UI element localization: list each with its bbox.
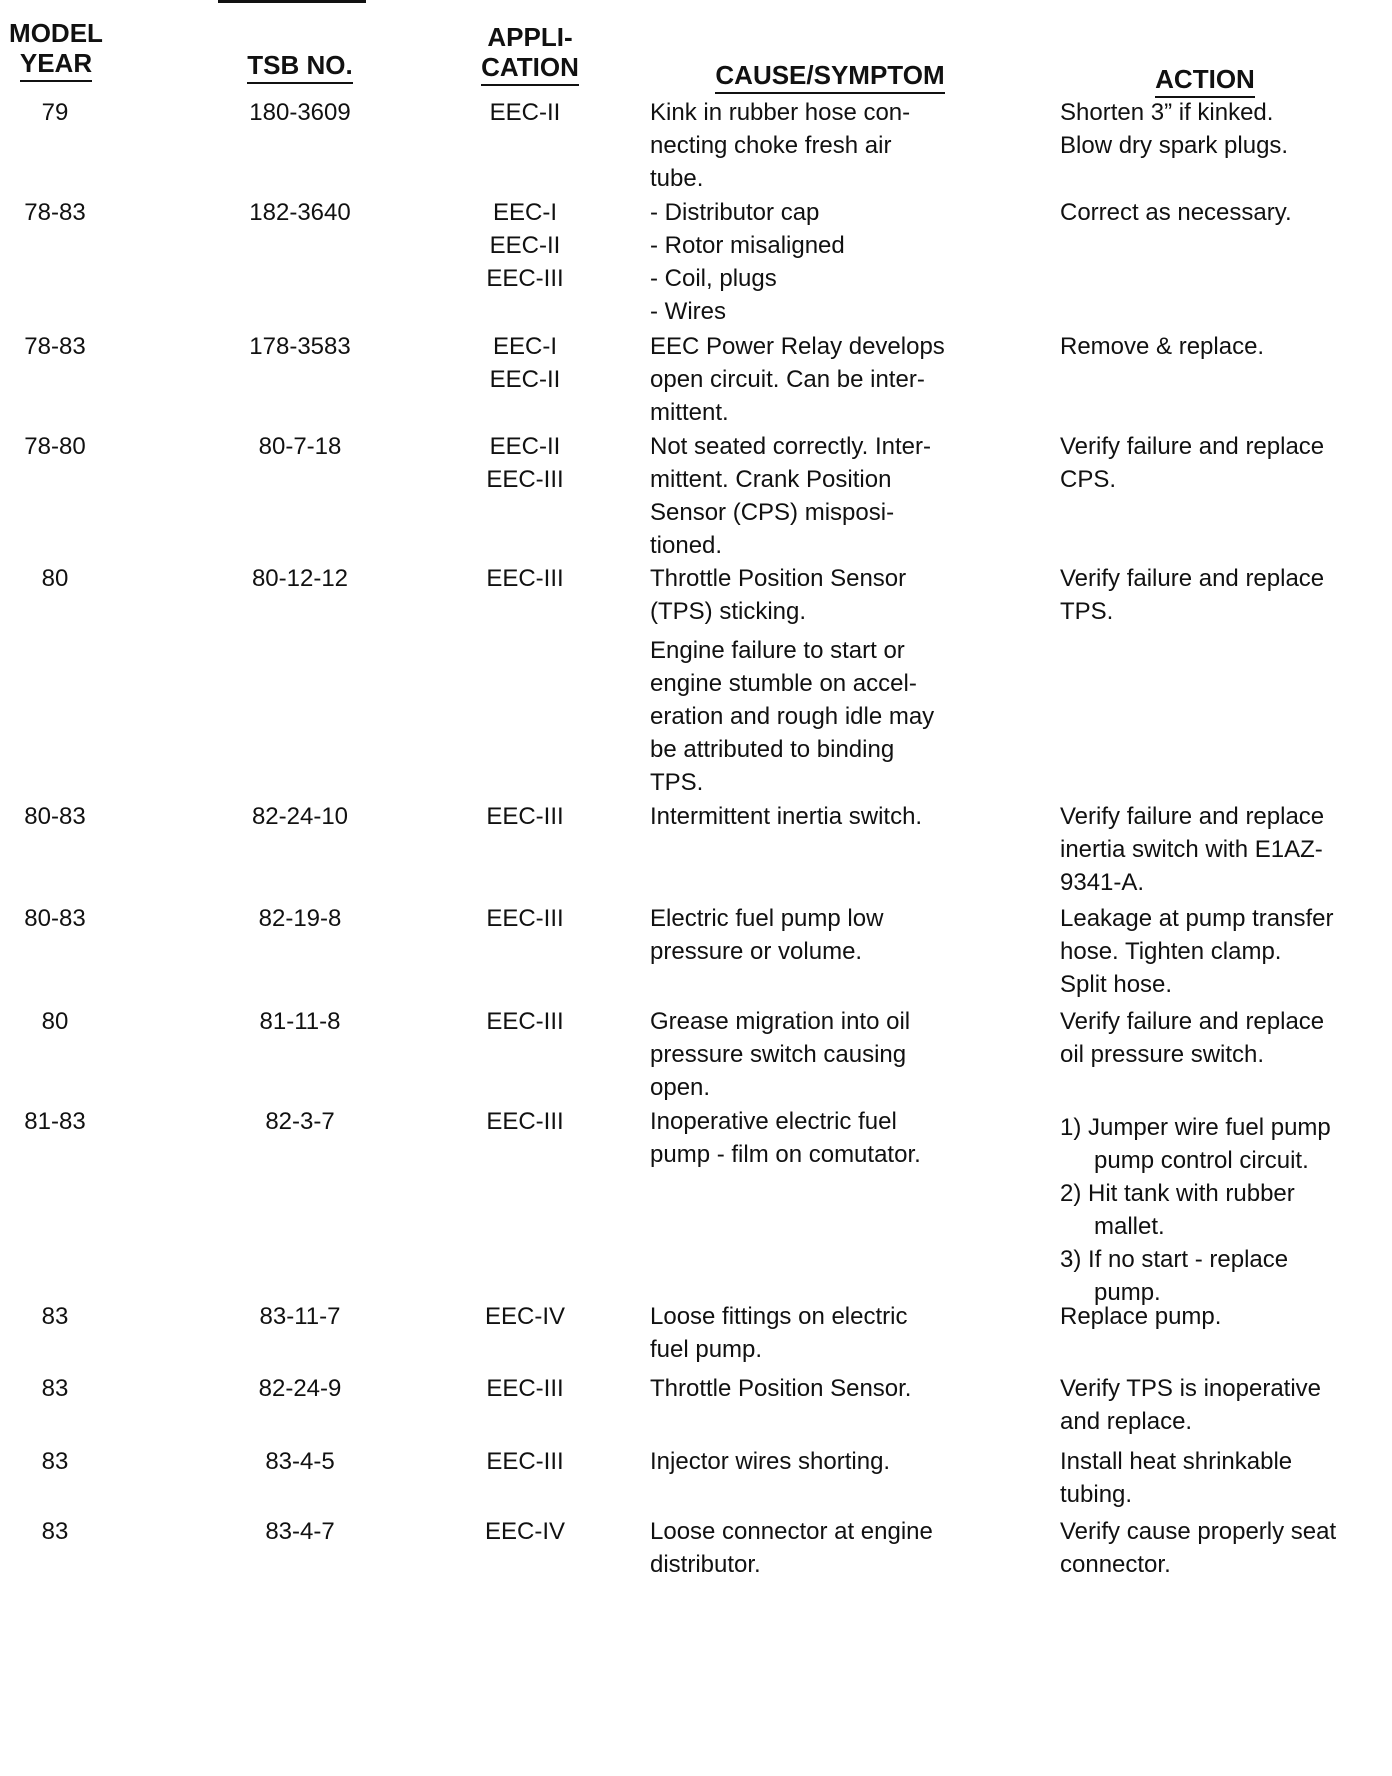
model-year-cell: 80-83 bbox=[24, 905, 86, 932]
action-paragraph: Verify failure and replace CPS. bbox=[1060, 433, 1325, 493]
cause-symptom-cell bbox=[650, 1372, 1005, 1411]
header-model-year-line1: MODEL bbox=[9, 18, 103, 48]
action-cell bbox=[1060, 902, 1390, 1007]
action-cell bbox=[1060, 430, 1390, 502]
header-application-line1: APPLI- bbox=[487, 22, 573, 52]
cause-paragraph: Throttle Position Sensor (TPS) sticking. bbox=[650, 565, 907, 625]
cause-symptom-cell bbox=[650, 1515, 1005, 1587]
tsb-number-cell: 182-3640 bbox=[249, 199, 351, 226]
header-cause bbox=[690, 60, 970, 94]
header-application-line2: CATION bbox=[481, 52, 579, 86]
cause-paragraph: Throttle Position Sensor. bbox=[650, 1375, 912, 1402]
action-paragraph: Remove & replace. bbox=[1060, 333, 1265, 360]
action-step: 3) If no start - replace pump. bbox=[1060, 1246, 1289, 1306]
application-cell: EEC-III bbox=[486, 565, 564, 592]
cause-symptom-cell bbox=[650, 1105, 1005, 1177]
action-paragraph: Install heat shrinkable tubing. bbox=[1060, 1448, 1293, 1508]
model-year-cell: 83 bbox=[41, 1375, 69, 1402]
header-model-year bbox=[2, 18, 110, 82]
application-cell: EEC-IV bbox=[484, 1303, 565, 1330]
cause-symptom-cell bbox=[650, 330, 1005, 435]
action-cell bbox=[1060, 1372, 1390, 1444]
cause-symptom-cell bbox=[650, 1445, 1005, 1484]
header-model-year-line2: YEAR bbox=[20, 48, 92, 82]
action-cell bbox=[1060, 562, 1390, 634]
tsb-number-cell: 81-11-8 bbox=[259, 1008, 341, 1035]
cause-symptom-cell bbox=[650, 96, 1005, 201]
cause-symptom-cell bbox=[650, 1300, 1005, 1372]
header-tsb bbox=[220, 50, 380, 84]
cause-symptom-cell bbox=[650, 800, 1005, 839]
action-cell bbox=[1060, 800, 1390, 905]
header-application bbox=[455, 22, 605, 86]
action-cell bbox=[1060, 1515, 1390, 1587]
header-rule bbox=[218, 0, 366, 3]
action-cell bbox=[1060, 330, 1390, 369]
tsb-number-cell: 83-11-7 bbox=[259, 1303, 341, 1330]
cause-symptom-cell bbox=[650, 196, 1005, 334]
cause-symptom-cell bbox=[650, 902, 1005, 974]
application-cell: EEC-III bbox=[486, 1448, 564, 1475]
cause-paragraph: Inoperative electric fuel pump - film on comutator. bbox=[650, 1108, 921, 1168]
tsb-number-cell: 80-12-12 bbox=[251, 565, 349, 592]
cause-paragraph: Loose fittings on electric fuel pump. bbox=[650, 1303, 908, 1363]
cause-paragraph: Electric fuel pump low pressure or volume. bbox=[650, 905, 884, 965]
action-step: 1) Jumper wire fuel pump pump control circuit. bbox=[1060, 1114, 1331, 1174]
model-year-cell: 79 bbox=[41, 99, 69, 126]
cause-paragraph: - Distributor cap - Rotor misaligned - Coil, plugs - Wires bbox=[650, 199, 845, 325]
action-paragraph: Verify failure and replace oil pressure switch. bbox=[1060, 1008, 1325, 1068]
application-cell: EEC-III bbox=[486, 1008, 564, 1035]
tsb-number-cell: 82-3-7 bbox=[265, 1108, 335, 1135]
action-cell bbox=[1060, 1005, 1390, 1077]
action-cell bbox=[1060, 196, 1390, 235]
action-paragraph: Replace pump. bbox=[1060, 1303, 1222, 1330]
model-year-cell: 80 bbox=[41, 565, 69, 592]
tsb-number-cell: 82-19-8 bbox=[258, 905, 342, 932]
tsb-number-cell: 178-3583 bbox=[249, 333, 351, 360]
cause-paragraph: Intermittent inertia switch. bbox=[650, 803, 923, 830]
action-paragraph: Verify cause properly seat connector. bbox=[1060, 1518, 1337, 1578]
action-paragraph: Shorten 3” if kinked. Blow dry spark plugs. bbox=[1060, 99, 1289, 159]
model-year-cell: 83 bbox=[41, 1518, 69, 1545]
cause-symptom-cell bbox=[650, 430, 1005, 568]
tsb-number-cell: 83-4-7 bbox=[265, 1518, 335, 1545]
header-tsb-label: TSB NO. bbox=[247, 50, 352, 84]
application-cell: EEC-III bbox=[486, 803, 564, 830]
action-cell bbox=[1060, 1300, 1390, 1339]
tsb-number-cell: 82-24-9 bbox=[258, 1375, 342, 1402]
cause-paragraph: Not seated correctly. Inter- mittent. Crank Position Sensor (CPS) misposi- tioned. bbox=[650, 433, 931, 559]
model-year-cell: 83 bbox=[41, 1303, 69, 1330]
action-paragraph: Verify failure and replace inertia switch with E1AZ- 9341-A. bbox=[1060, 803, 1325, 896]
action-paragraph: Leakage at pump transfer hose. Tighten clamp. Split hose. bbox=[1060, 905, 1334, 998]
application-cell: EEC-II bbox=[489, 99, 561, 126]
application-cell: EEC-III bbox=[486, 905, 564, 932]
tsb-number-cell: 82-24-10 bbox=[251, 803, 349, 830]
cause-symptom-cell bbox=[650, 562, 1005, 805]
application-cell: EEC-III bbox=[486, 1108, 564, 1135]
header-cause-label: CAUSE/SYMPTOM bbox=[715, 60, 944, 94]
action-step: 2) Hit tank with rubber mallet. bbox=[1060, 1180, 1295, 1240]
cause-paragraph: Engine failure to start or engine stumble on accel- eration and rough idle may be attributed to binding TPS. bbox=[650, 637, 935, 796]
header-action bbox=[1125, 64, 1285, 98]
application-cell: EEC-IV bbox=[484, 1518, 565, 1545]
application-cell: EEC-I EEC-II EEC-III bbox=[486, 199, 564, 292]
action-paragraph: Verify failure and replace TPS. bbox=[1060, 565, 1325, 625]
model-year-cell: 78-83 bbox=[24, 333, 86, 360]
cause-paragraph: EEC Power Relay develops open circuit. Can be inter- mittent. bbox=[650, 333, 945, 426]
application-cell: EEC-II EEC-III bbox=[486, 433, 564, 493]
model-year-cell: 80 bbox=[41, 1008, 69, 1035]
action-paragraph: Verify TPS is inoperative and replace. bbox=[1060, 1375, 1322, 1435]
tsb-number-cell: 83-4-5 bbox=[265, 1448, 335, 1475]
model-year-cell: 78-83 bbox=[24, 199, 86, 226]
model-year-cell: 83 bbox=[41, 1448, 69, 1475]
model-year-cell: 81-83 bbox=[24, 1108, 86, 1135]
model-year-cell: 80-83 bbox=[24, 803, 86, 830]
cause-paragraph: Injector wires shorting. bbox=[650, 1448, 891, 1475]
application-cell: EEC-III bbox=[486, 1375, 564, 1402]
header-action-label: ACTION bbox=[1155, 64, 1255, 98]
cause-symptom-cell bbox=[650, 1005, 1005, 1110]
tsb-number-cell: 80-7-18 bbox=[258, 433, 342, 460]
application-cell: EEC-I EEC-II bbox=[489, 333, 561, 393]
action-paragraph: Correct as necessary. bbox=[1060, 199, 1292, 226]
cause-paragraph: Kink in rubber hose con- necting choke fresh air tube. bbox=[650, 99, 911, 192]
action-cell bbox=[1060, 1445, 1390, 1517]
action-cell bbox=[1060, 1111, 1390, 1309]
tsb-number-cell: 180-3609 bbox=[249, 99, 351, 126]
cause-paragraph: Grease migration into oil pressure switch causing open. bbox=[650, 1008, 911, 1101]
action-cell bbox=[1060, 96, 1390, 168]
cause-paragraph: Loose connector at engine distributor. bbox=[650, 1518, 933, 1578]
model-year-cell: 78-80 bbox=[24, 433, 86, 460]
